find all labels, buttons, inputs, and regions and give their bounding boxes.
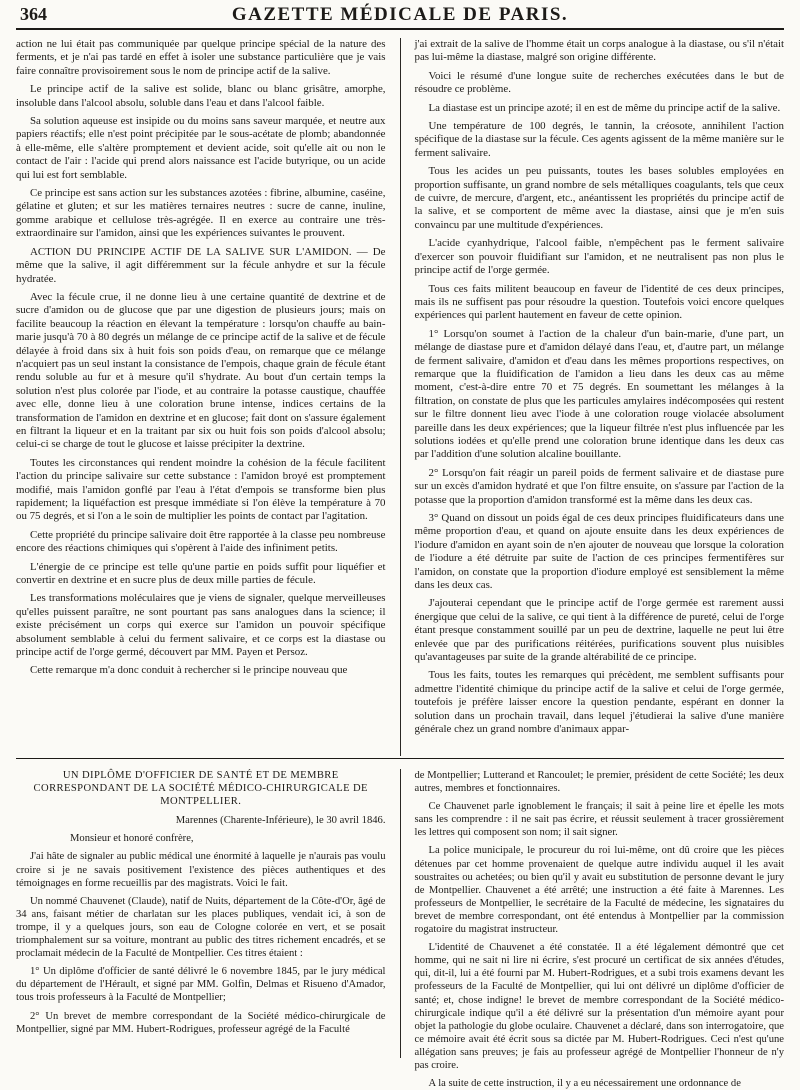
- page-number: 364: [20, 4, 47, 24]
- paragraph: 1° Un diplôme d'officier de santé délivré le 6 novembre 1845, par le jury médical du département de l'Hérault, et signé par MM. Golfin, Delmas et Risueno d'Amador, tous trois professeurs à la Faculté de Montpellier;: [16, 966, 386, 1004]
- paragraph: Ce Chauvenet parle ignoblement le français; il sait à peine lire et épelle les mots sans les comprendre : il ne sait pas écrire, et réussit seulement à tracer grossièrement les lettres qui composent son nom; il sait signer.: [414, 801, 784, 839]
- article-right-column: [415, 38, 785, 756]
- paragraph: 2° Lorsqu'on fait réagir un pareil poids de ferment salivaire et de diastase pure sur un excès d'amidon hydraté et que l'on filtre ensuite, on s'assure par l'action de la potasse que la proportion d'amidon transformé est la même dans les deux cas.: [414, 466, 784, 506]
- article-section: [16, 30, 784, 756]
- paragraph: de Montpellier; Lutterand et Rancoulet; le premier, président de cette Société; les deux autres, membres et fonctionnaires.: [414, 770, 784, 795]
- column-rule: [400, 769, 401, 1058]
- paragraph: Ce principe est sans action sur les substances azotées : fibrine, albumine, caséine, gélatine et gluten; et sur les matières ternaires neutres : sucre de canne, inuline, gomme arabique et cellulose très-agrégée. Il en exerce au contraire une très-extraordinaire sur l'amidon, ainsi que les expériences suivantes le prouvent.: [16, 187, 386, 240]
- paragraph: Toutes les circonstances qui rendent moindre la cohésion de la fécule facilitent l'action du principe salivaire sur cette substance : l'amidon broyé est promptement modifié, mais l'amidon gonflé par l'eau à l'état d'empois se transforme bien plus rapidement; la liquéfaction est presque immédiate si l'on élève la température à 70 ou 75 degrés, et si l'on a le soin de multiplier les points de contact par l'agitation.: [16, 456, 386, 523]
- column-rule: [400, 38, 401, 756]
- paragraph: Les transformations moléculaires que je viens de signaler, quelque merveilleuses qu'elles puissent paraître, ne sont pourtant pas sans analogues dans la science; il existe précisément un corps qui exerce sur l'amidon un pouvoir spécifique absolument semblable à celui du ferment salivaire, et ce corps est la diastase ou principe actif de l'orge germé, découvert par MM. Payen et Persoz.: [16, 592, 386, 659]
- paragraph: Tous les acides un peu puissants, toutes les bases solubles employées en proportion suffisante, un grand nombre de sels métalliques coagulants, tels que ceux de cuivre, de mercure, d'argent, etc., anéantissent les propriétés du principe actif de la salive, et se comportent de même avec la diastase, ainsi que je m'en suis convaincu par une multitude d'expériences.: [414, 165, 784, 231]
- letter-dateline: Marennes (Charente-Inférieure), le 30 avril 1846.: [175, 815, 386, 827]
- paragraph: La police municipale, le procureur du roi lui-même, ont dû croire que les pièces détenues par cet homme provenaient de quelque autre individu auquel il les avait soustraites ou achetées; ou bien qu'il y avait eu substitution de personne devant le jury de Montpellier. Chauvenet a été arrêté; une instruction a été faite à Marennes. Les professeurs de Montpellier, le secrétaire de la Faculté de médecine, les signataires du brevet de membre correspondant, ont été entendus à Montpellier par la commission rogatoire du magistrat instructeur.: [414, 845, 784, 936]
- paragraph: Cette propriété du principe salivaire doit être rapportée à la classe peu nombreuse encore des réactions chimiques qui s'opèrent à l'aide des infiniment petits.: [16, 528, 386, 555]
- letter-salutation: Monsieur et honoré confrère,: [70, 833, 194, 845]
- paragraph: Voici le résumé d'une longue suite de recherches exécutées dans le but de résoudre ce problème.: [414, 69, 784, 96]
- letter-left-body: [16, 850, 386, 1035]
- paragraph: A la suite de cette instruction, il y a eu nécessairement une ordonnance de: [428, 1078, 741, 1090]
- letter-heading: UN DIPLÔME D'OFFICIER DE SANTÉ ET DE MEMBRE CORRESPONDANT DE LA SOCIÉTÉ MÉDICO-CHIRURGICALE DE MONTPELLIER.: [33, 770, 368, 808]
- running-head: [16, 0, 784, 30]
- letter-section: [16, 758, 784, 1090]
- paragraph: 3° Quand on dissout un poids égal de ces deux principes fluidificateurs dans une même proportion d'eau, et quand on ajoute ensuite dans les deux expériences de l'iodure d'amidon en ayant soin de n'en ajouter de nouveau que lorsque la coloration de l'iodure a été détruite par suite de l'action de ces principes fermentifères sur l'amidon, on constate que la proportion d'iodure employé est sensiblement la même dans les deux cas.: [414, 512, 784, 592]
- paragraph: J'ai hâte de signaler au public médical une énormité à laquelle je n'aurais pas voulu croire si je ne savais positivement l'existence des pièces authentiques et des témoignages en forme recueillis par des magistrats. Voici le fait.: [16, 851, 386, 889]
- letter-right-column: [414, 769, 785, 1090]
- paragraph: L'énergie de ce principe est telle qu'une partie en poids suffit pour liquéfier et convertir en dextrine et en sucre plus de deux mille parties de fécule.: [16, 560, 386, 587]
- paragraph: Le principe actif de la salive est solide, blanc ou blanc grisâtre, amorphe, insoluble dans l'alcool absolu, soluble dans l'eau et dans l'alcool faible.: [16, 83, 386, 109]
- paragraph: Une température de 100 degrés, le tannin, la créosote, annihilent l'action spécifique de la diastase sur la fécule. Ces agents agissent de la même manière sur le ferment salivaire.: [414, 120, 784, 159]
- paragraph: Cette remarque m'a donc conduit à rechercher si le principe nouveau que: [30, 664, 348, 677]
- article-left-column: [16, 38, 386, 756]
- paragraph: 2° Un brevet de membre correspondant de la Société médico-chirurgicale de Montpellier, signé par MM. Hubert-Rodrigues, professeur agrégé de la Faculté: [16, 1010, 386, 1035]
- letter-left-column: [16, 769, 386, 1058]
- paragraph: L'identité de Chauvenet a été constatée. Il a été légalement démontré que cet homme, qui ne sait ni lire ni écrire, s'est procuré un certificat de six années d'études, qui, dit-il, lui a été fourni par M. Hubert-Rodrigues, et a subi trois examens devant les professeurs de la Faculté de Montpellier, qui lui ont délivré un diplôme d'officier de santé; et, chose indigne! le brevet de membre correspondant de la Société médico-chirurgicale indique qu'il a été délivré sur la présentation d'un mémoire ayant pour objet la pathologie du globe oculaire. Chauvenet a déclaré, dans son interrogatoire, que ce mémoire avait été écrit sous sa dictée par M. Hubert-Rodrigues. Ceci n'est qu'une allégation sans preuves; je fais au professeur agrégé de Montpellier l'honneur de n'y pas croire.: [414, 942, 784, 1071]
- journal-title: GAZETTE MÉDICALE DE PARIS.: [231, 4, 569, 25]
- paragraph: Tous les faits, toutes les remarques qui précèdent, me semblent suffisants pour admettre l'identité chimique du principe actif de la salive et celui de l'orge germée, toutefois je préfère laisser encore la question pendante, espérant en donner la solution dans un prochain travail, dans lequel j'étudierai la salive d'une manière générale chez un grand nombre d'animaux appar-: [414, 669, 784, 736]
- paragraph: Sa solution aqueuse est insipide ou du moins sans saveur marquée, et neutre aux papiers réactifs; elle n'est point précipitée par le sous-acétate de plomb; abandonnée à elle-même, elle s'altère promptement et devient acide, soit qu'elle ait ou non le contact de l'air : l'acide qui prend alors naissance est l'acide butyrique, ou un acide qui lui est fort semblable.: [16, 115, 386, 181]
- paragraph: J'ajouterai cependant que le principe actif de l'orge germée est rarement aussi énergique que celui de la salive, ce qui tient à la différence de pureté, celui de l'orge étant presque constamment souillé par un peu de dextrine, laquelle ne peut lui être enlevée que par des purifications réitérées, purifications souvent plus nuisibles qu'avantageuses par suite de la grande altérabilité de ce principe.: [414, 597, 784, 664]
- paragraph: j'ai extrait de la salive de l'homme était un corps analogue à la diastase, ou s'il n'était pas lui-même la diastase, malgré son origine différente.: [414, 38, 784, 64]
- paragraph: action ne lui était pas communiquée par quelque principe spécial de la nature des ferments, et je n'ai pas tardé en effet à isoler une substance particulière que je vais faire connaître provisoirement sous le nom de principe actif de la salive.: [16, 38, 386, 77]
- paragraph: ACTION DU PRINCIPE ACTIF DE LA SALIVE SUR L'AMIDON. — De même que la salive, il agit différemment sur la fécule anhydre et sur la fécule hydratée.: [16, 245, 386, 285]
- paragraph: La diastase est un principe azoté; il en est de même du principe actif de la salive.: [428, 101, 781, 114]
- paragraph: Avec la fécule crue, il ne donne lieu à une certaine quantité de dextrine et de sucre d'amidon ou de glucose que par une digestion de plusieurs jours; mais on facilite beaucoup la réaction en élevant la température : lorsqu'on chauffe au bain-marie jusqu'à 70 à 80 degrés un mélange de ce principe actif de la salive et de fécule délayée à froid dans six à huit fois son poids d'eau, on remarque que ce mélange n'acquiert pas un seul instant la consistance de l'empois, chaque grain de fécule étant rendu soluble au fur et à mesure qu'il s'hydrate. Au bout d'un certain temps la solution n'est plus colorée par l'iode, et au contraire la potasse caustique, chauffée avec elle, donne lieu à une coloration brune intense, indices certains de la transformation de l'amidon en dextrine et en glucose; fait dont on s'assure également en filtrant la liqueur et en la traitant par six ou huit fois son poids d'alcool absolu; celui-ci se charge de tout le glucose et laisse précipiter la dextrine.: [16, 290, 386, 451]
- paragraph: Tous ces faits militent beaucoup en faveur de l'identité de ces deux principes, mais ils ne suffisent pas pour résoudre la question. Toutefois voici encore quelques expériences qui parlent hautement en faveur de cette opinion.: [414, 282, 784, 322]
- paragraph: Un nommé Chauvenet (Claude), natif de Nuits, département de la Côte-d'Or, âgé de 34 ans, faisant métier de charlatan sur les places publiques, vendait ici, à son de trompe, il y a quelques jours, son eau de Cologne colorée en vert, et se posait triomphalement sur sa voiture, montrant au public des titres richement encadrés, et se proclamait médecin de la Faculté de Montpellier. Ces titres étaient :: [16, 895, 386, 960]
- paragraph: L'acide cyanhydrique, l'alcool faible, n'empêchent pas le ferment salivaire d'exercer son pouvoir fluidifiant sur l'amidon, et ne neutralisent pas non plus le principe actif de l'orge germée.: [414, 237, 784, 277]
- paragraph: 1° Lorsqu'on soumet à l'action de la chaleur d'un bain-marie, d'une part, un mélange de diastase pure et d'amidon délayé dans l'eau, et, d'autre part, un mélange de ferment salivaire, d'amidon et d'eau dans les mêmes proportions respectives, on remarque que la fluidification de l'amidon a lieu dans les deux cas au même moment, c'est-à-dire entre 70 et 75 degrés. En soumettant les mélanges à la filtration, on constate de plus que les particules amylaires indécomposées qui restent sur le filtre donnent lieu avec l'iode à une coloration rouge violacée absolument pareille dans les deux expériences; que la liqueur filtrée n'est plus influencée par les solutions iodées et qu'elle prend une coloration brune identique dans les deux cas par l'addition d'une solution alcaline bouillante.: [414, 327, 784, 461]
